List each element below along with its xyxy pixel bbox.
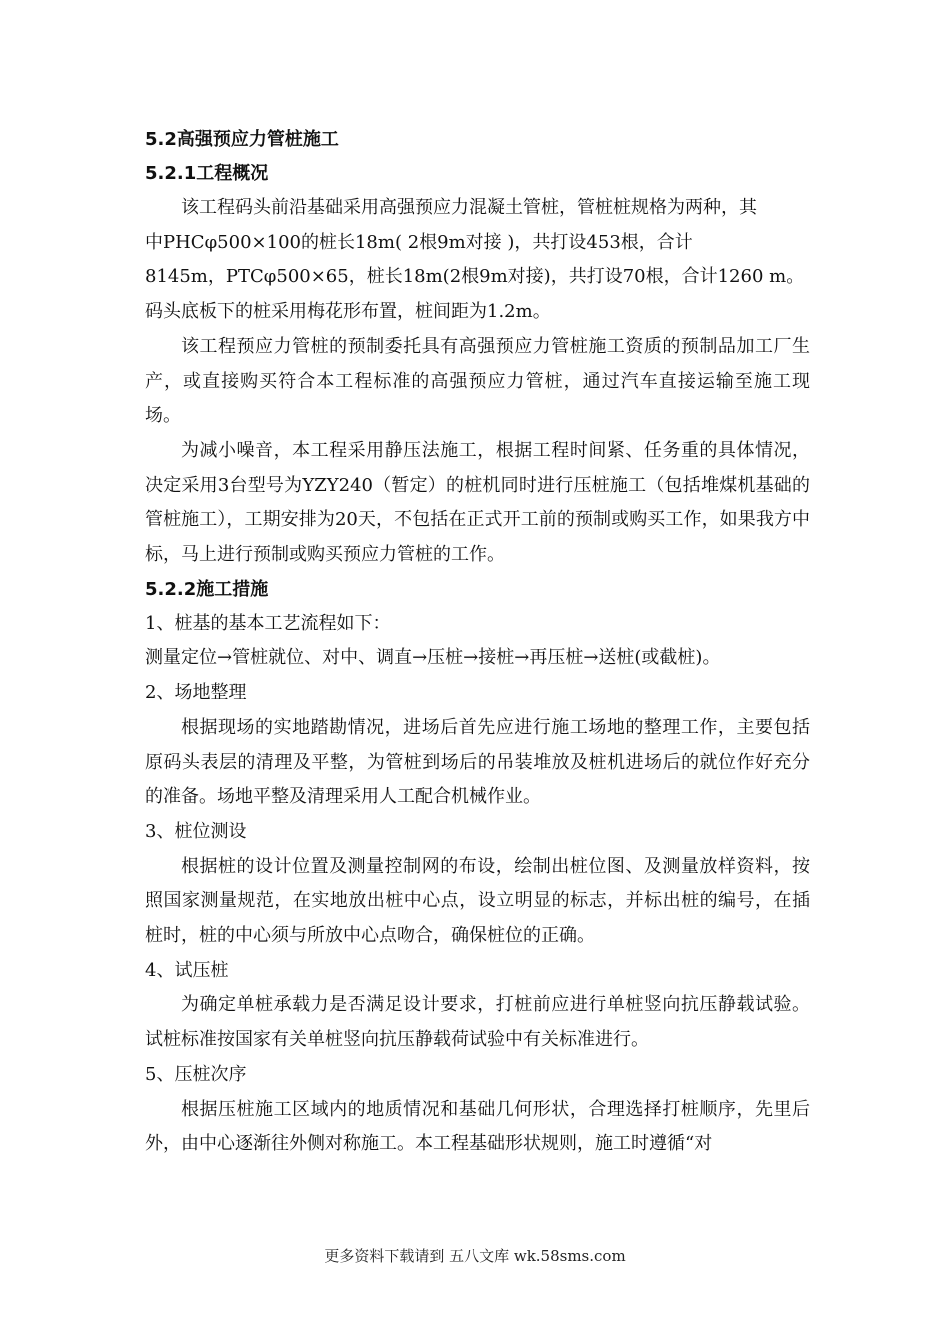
paragraph: 为减小噪音，本工程采用静压法施工，根据工程时间紧、任务重的具体情况，决定采用3台型号为YZY240（暂定）的桩机同时进行压桩施工（包括堆煤机基础的管桩施工），工期安排为20天，不包括在正式开工前的预制或购买工作，如果我方中标，马上进行预制或购买预应力管桩的工作。	[145, 439, 810, 566]
paragraph: 根据压桩施工区域内的地质情况和基础几何形状，合理选择打桩顺序，先里后外，由中心逐渐往外侧对称施工。本工程基础形状规则，施工时遵循“对	[145, 1098, 810, 1155]
section-title: 5.2高强预应力管桩施工	[145, 129, 339, 150]
subsection-title-measures: 5.2.2施工措施	[145, 578, 269, 600]
process-flow: 测量定位→管桩就位、对中、调直→压桩→接桩→再压桩→送桩(或截桩)。	[145, 647, 721, 669]
subsection-title-overview: 5.2.1工程概况	[145, 163, 269, 184]
paragraph-line: 8145m，PTCφ500×65，桩长18m(2根9m对接)，共打设70根，合计1260 m。	[145, 266, 805, 288]
paragraph: 根据现场的实地踏勘情况，进场后首先应进行施工场地的整理工作，主要包括原码头表层的清理及平整，为管桩到场后的吊装堆放及桩机进场后的就位作好充分的准备。场地平整及清理采用人工配合机械作业。	[145, 716, 810, 808]
paragraph: 根据桩的设计位置及测量控制网的布设，绘制出桩位图、及测量放样资料，按照国家测量规范，在实地放出桩中心点，设立明显的标志，并标出桩的编号，在插桩时，桩的中心须与所放中心点吻合，确保桩位的正确。	[145, 855, 810, 947]
page-footer: 更多资料下载请到 五八文库 wk.58sms.com	[324, 1247, 626, 1265]
paragraph: 为确定单桩承载力是否满足设计要求，打桩前应进行单桩竖向抗压静载试验。试桩标准按国家有关单桩竖向抗压静载荷试验中有关标准进行。	[145, 994, 810, 1051]
list-item-heading: 1、桩基的基本工艺流程如下：	[145, 612, 391, 634]
paragraph: 该工程预应力管桩的预制委托具有高强预应力管桩施工资质的预制品加工厂生产，或直接购买符合本工程标准的高强预应力管桩，通过汽车直接运输至施工现场。	[145, 335, 810, 427]
list-item-heading: 2、场地整理	[145, 682, 247, 704]
list-item-heading: 3、桩位测设	[145, 820, 247, 842]
paragraph-line: 码头底板下的桩采用梅花形布置，桩间距为1.2m。	[145, 301, 551, 323]
paragraph-line: 中PHCφ500×100的桩长18m( 2根9m对接 )，共打设453根，合计	[145, 231, 693, 253]
list-item-heading: 5、压桩次序	[145, 1063, 247, 1085]
paragraph-line: 该工程码头前沿基础采用高强预应力混凝土管桩，管桩桩规格为两种，其	[181, 197, 757, 218]
list-item-heading: 4、试压桩	[145, 959, 229, 981]
document-body	[145, 123, 810, 1162]
